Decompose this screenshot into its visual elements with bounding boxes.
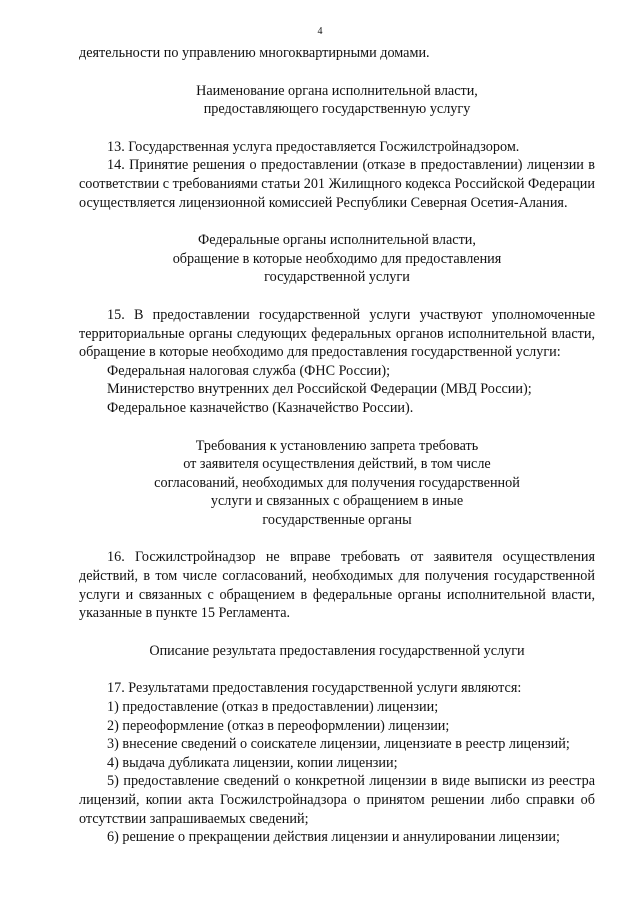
heading-line: государственной услуги: [264, 269, 410, 286]
page-number: 4: [317, 26, 323, 37]
section-heading-prohibition: [79, 437, 595, 530]
paragraph-13: 13. Государственная услуга предоставляется Госжилстройнадзором.: [107, 138, 520, 155]
heading-line: от заявителя осуществления действий, в том числе: [183, 456, 491, 473]
heading-line: Требования к установлению запрета требовать: [195, 437, 479, 454]
section-heading-result: Описание результата предоставления государственной услуги: [149, 642, 525, 659]
result-item-1: 1) предоставление (отказ в предоставлении) лицензии;: [107, 699, 439, 716]
heading-line: государственные органы: [262, 511, 412, 528]
section-heading-organ: [79, 82, 595, 119]
heading-line: Федеральные органы исполнительной власти,: [198, 232, 476, 249]
heading-line: Наименование органа исполнительной власти,: [196, 82, 478, 99]
document-body: [79, 44, 595, 847]
paragraph-15: 15. В предоставлении государственной услуги участвуют уполномоченные территориальные органы следующих федеральных органов исполнительной власти, обращение в которые необходимо для предоставления государственной услуги:: [79, 306, 595, 361]
list-item-mvd: Министерство внутренних дел Российской Федерации (МВД России);: [107, 381, 532, 398]
paragraph-14: 14. Принятие решения о предоставлении (отказе в предоставлении) лицензии в соответствии с требованиями статьи 201 Жилищного кодекса Российской Федерации осуществляется лицензионной комиссией Республики Северная Осетия-Алания.: [79, 157, 595, 211]
result-item-5: 5) предоставление сведений о конкретной лицензии в виде выписки из реестра лицензий, копии акта Госжилстройнадзора о принятом решении либо справки об отсутствии запрашиваемых сведений;: [79, 773, 595, 827]
result-item-3: 3) внесение сведений о соискателе лицензии, лицензиате в реестр лицензий;: [107, 736, 570, 753]
result-item-2: 2) переоформление (отказ в переоформлении) лицензии;: [107, 717, 450, 734]
section-heading-federal: [79, 231, 595, 287]
heading-line: предоставляющего государственную услугу: [203, 101, 471, 118]
paragraph-17: 17. Результатами предоставления государственной услуги являются:: [107, 680, 522, 697]
heading-line: согласований, необходимых для получения государственной: [154, 474, 520, 491]
list-item-treasury: Федеральное казначейство (Казначейство России).: [107, 399, 414, 416]
paragraph-16: 16. Госжилстройнадзор не вправе требовать от заявителя осуществления действий, в том числе согласований, необходимых для получения государственной услуги и связанных с обращением в федеральные органы исполнительной власти, указанные в пункте 15 Регламента.: [79, 549, 595, 622]
list-item-fns: Федеральная налоговая служба (ФНС России);: [107, 362, 391, 379]
result-item-4: 4) выдача дубликата лицензии, копии лицензии;: [107, 754, 398, 771]
intro-line: деятельности по управлению многоквартирными домами.: [79, 45, 430, 61]
heading-line: услуги и связанных с обращением в иные: [210, 493, 464, 510]
result-item-6: 6) решение о прекращении действия лицензии и аннулировании лицензии;: [107, 829, 560, 846]
heading-line: обращение в которые необходимо для предоставления: [172, 250, 502, 267]
